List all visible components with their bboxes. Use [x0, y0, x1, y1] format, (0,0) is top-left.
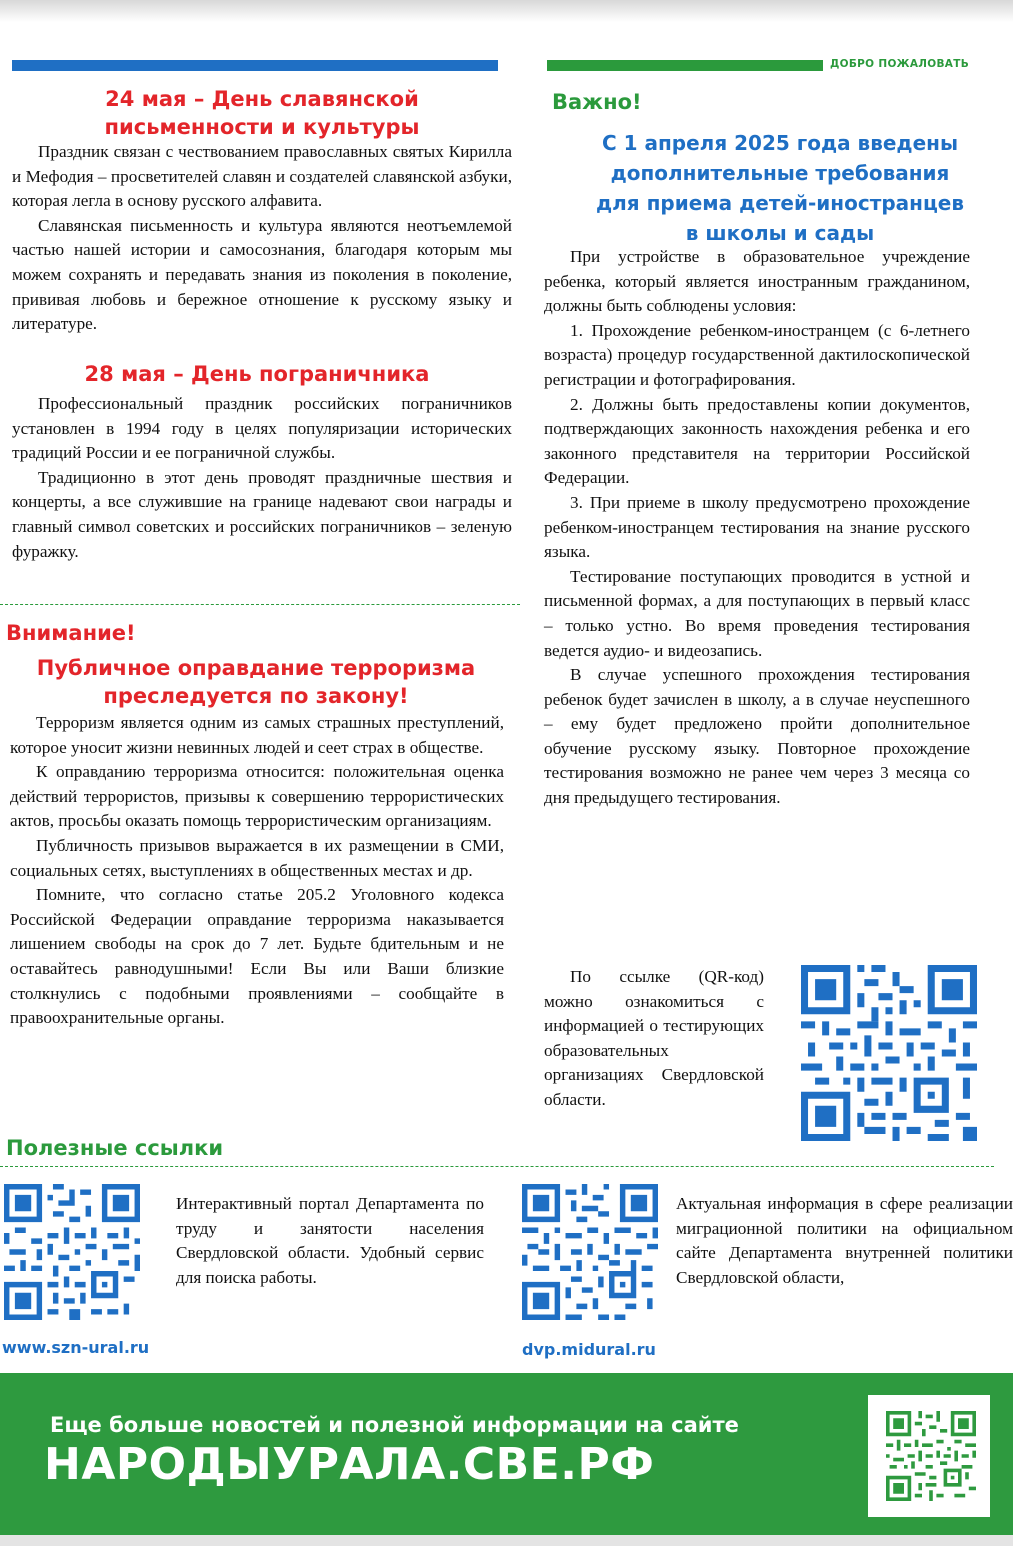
useful-links-title: Полезные ссылки: [6, 1136, 224, 1160]
terrorism-title-line2: преследуется по закону!: [103, 684, 409, 708]
welcome-label: ДОБРО ПОЖАЛОВАТЬ: [830, 58, 969, 70]
dvp-midural-paragraph: Актуальная информация в сфере реализации миграционной политики на официальном сайте Департамента внутренней политики Свердловской области,: [676, 1194, 1013, 1287]
testing-organizations-qr-code[interactable]: [796, 965, 982, 1141]
szn-ural-text: [176, 1192, 484, 1290]
important-kicker: Важно!: [552, 90, 642, 114]
foreign-children-title-line1: С 1 апреля 2025 года введены: [601, 131, 959, 155]
testing-info: Тестирование поступающих проводится в устной и письменной формах, а для поступающих в первый класс – только устно. Во время проведения тестирования ведется аудио- и видеозапись.: [544, 566, 970, 660]
green-header-bar: [547, 60, 823, 71]
slavic-day-title: [12, 85, 512, 141]
footer-site-qr-code[interactable]: [886, 1409, 976, 1503]
footer-site-link[interactable]: НАРОДЫУРАЛА.СВЕ.РФ: [44, 1439, 655, 1490]
slavic-day-title-line1: 24 мая – День славянской: [105, 87, 419, 111]
terrorism-paragraph-2: К оправданию терроризма относится: положительная оценка действий террористов, призывы к совершению террористических актов, просьбы оказать помощь террористическим организациям.: [10, 762, 504, 831]
foreign-children-text: [544, 245, 970, 811]
dvp-midural-link[interactable]: dvp.midural.ru: [522, 1340, 656, 1359]
dvp-midural-qr-code[interactable]: [522, 1183, 658, 1321]
szn-ural-qr-code[interactable]: [4, 1183, 140, 1321]
qr-testing-paragraph: По ссылке (QR-код) можно ознакомиться с информацией о тестирующих образовательных организациях Свердловской области.: [544, 967, 764, 1109]
foreign-children-title-line3: для приема детей-иностранцев: [595, 191, 964, 215]
foreign-children-title-line4: в школы и сады: [685, 221, 875, 245]
szn-ural-paragraph: Интерактивный портал Департамента по труду и занятости населения Свердловской области. Удобный сервис для поиска работы.: [176, 1194, 484, 1287]
footer-tagline: Еще больше новостей и полезной информации на сайте: [50, 1413, 739, 1437]
terrorism-paragraph-1: Терроризм является одним из самых страшных преступлений, которое уносит жизни невинных людей и сеет страх в обществе.: [10, 713, 504, 757]
slavic-day-paragraph-2: Славянская письменность и культура являются неотъемлемой частью нашей истории и самосознания, благодаря которым мы можем сохранять и передавать знания из поколения в поколение, прививая любовь и бережное отношение к русскому языку и литературе.: [12, 215, 512, 334]
border-guard-paragraph-1: Профессиональный праздник российских пограничников установлен в 1994 году в целях популяризации исторических традиций России и ее пограничной службы.: [12, 394, 512, 463]
requirement-3: 3. При приеме в школу предусмотрено прохождение ребенком-иностранцем тестирования на знание русского языка.: [544, 492, 970, 562]
border-guard-day-text: [12, 392, 512, 564]
blue-header-bar: [12, 60, 498, 71]
szn-ural-link[interactable]: www.szn-ural.ru: [2, 1338, 150, 1357]
requirement-2: 2. Должны быть предоставлены копии документов, подтверждающих законность нахождения ребенка и его законного представителя на территории Российской Федерации.: [544, 394, 970, 488]
foreign-children-title-line2: дополнительные требования: [610, 161, 950, 185]
left-divider: [0, 604, 520, 605]
footer-qr-frame: [868, 1395, 990, 1517]
slavic-day-title-line2: письменности и культуры: [104, 115, 420, 139]
requirement-1: 1. Прохождение ребенком-иностранцем (с 6-летнего возраста) процедур государственной дактилоскопической регистрации и фотографирования.: [544, 320, 970, 389]
terrorism-title-line1: Публичное оправдание терроризма: [36, 656, 476, 680]
foreign-children-title: [546, 128, 1013, 248]
slavic-day-text: [12, 140, 512, 337]
top-shade: [0, 0, 1013, 22]
attention-kicker: Внимание!: [6, 621, 136, 645]
terrorism-paragraph-4: Помните, что согласно статье 205.2 Уголовного кодекса Российской Федерации оправдание терроризма наказывается лишением свободы на срок до 7 лет. Будьте бдительным и не оставайтесь равнодушными! Если Вы или Ваши близкие столкнулись с подобными проявлениями – сообщайте в правоохранительные органы.: [10, 885, 504, 1028]
terrorism-title: [6, 654, 506, 710]
testing-result-info: В случае успешного прохождения тестирования ребенок будет зачислен в школу, а в случае неуспешного – ему будет предложено пройти дополнительное обучение русскому языку. Повторное прохождение тестирования возможно не ранее чем через 3 месяца со дня предыдущего тестирования.: [544, 665, 970, 808]
slavic-day-paragraph-1: Праздник связан с чествованием православных святых Кирилла и Мефодия – просветителей славян и создателей славянской азбуки, которая легла в основу русского алфавита.: [12, 142, 512, 211]
terrorism-text: [10, 711, 504, 1031]
bottom-shade: [0, 1535, 1013, 1546]
terrorism-paragraph-3: Публичность призывов выражается в их размещении в СМИ, социальных сетях, выступлениях в общественных местах и др.: [10, 835, 504, 880]
border-guard-paragraph-2: Традиционно в этот день проводят праздничные шествия и концерты, а все служившие на границе надевают свои награды и главный символ советских и российских пограничников – зеленую фуражку.: [12, 467, 512, 561]
footer-banner: [0, 1373, 1013, 1535]
links-divider: [0, 1166, 994, 1167]
dvp-midural-text: [676, 1192, 1013, 1290]
border-guard-day-title: 28 мая – День пограничника: [84, 362, 430, 386]
requirements-intro: При устройстве в образовательное учреждение ребенка, который является иностранным гражданином, должны быть соблюдены условия:: [544, 247, 970, 316]
qr-testing-text: [544, 965, 764, 1113]
